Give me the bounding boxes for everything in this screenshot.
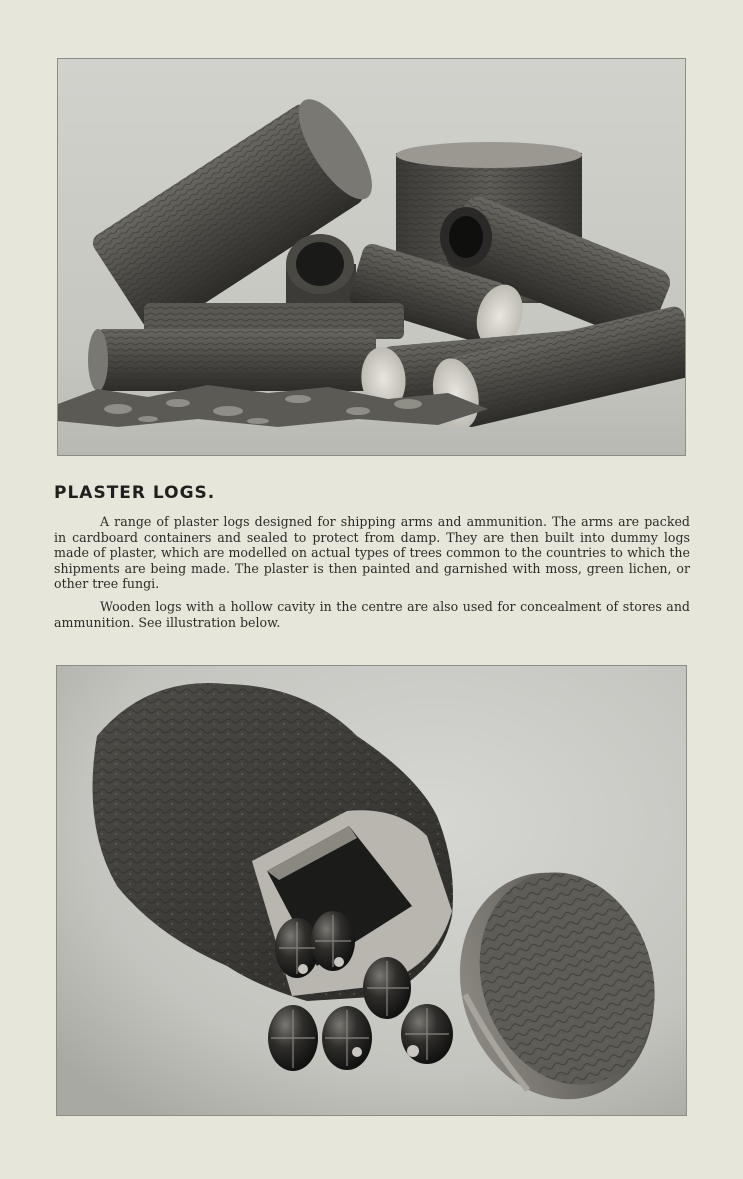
article-paragraph: Wooden logs with a hollow cavity in the centre are also used for concealment of stores and ammunition. See illustration below. [54, 598, 690, 630]
plaster-logs-photo [57, 58, 686, 456]
article-body [54, 514, 690, 637]
article-heading: PLASTER LOGS. [54, 483, 216, 503]
article-paragraph: A range of plaster logs designed for shipping arms and ammunition. The arms are packed in cardboard containers and sealed to protect from damp. They are then built into dummy logs made of plaster, which are modelled on actual types of trees common to the countries to which the shipments are being made. The plaster is then painted and garnished with moss, green lichen, or other tree fungi. [54, 514, 690, 592]
hollow-log-photo [56, 665, 687, 1116]
